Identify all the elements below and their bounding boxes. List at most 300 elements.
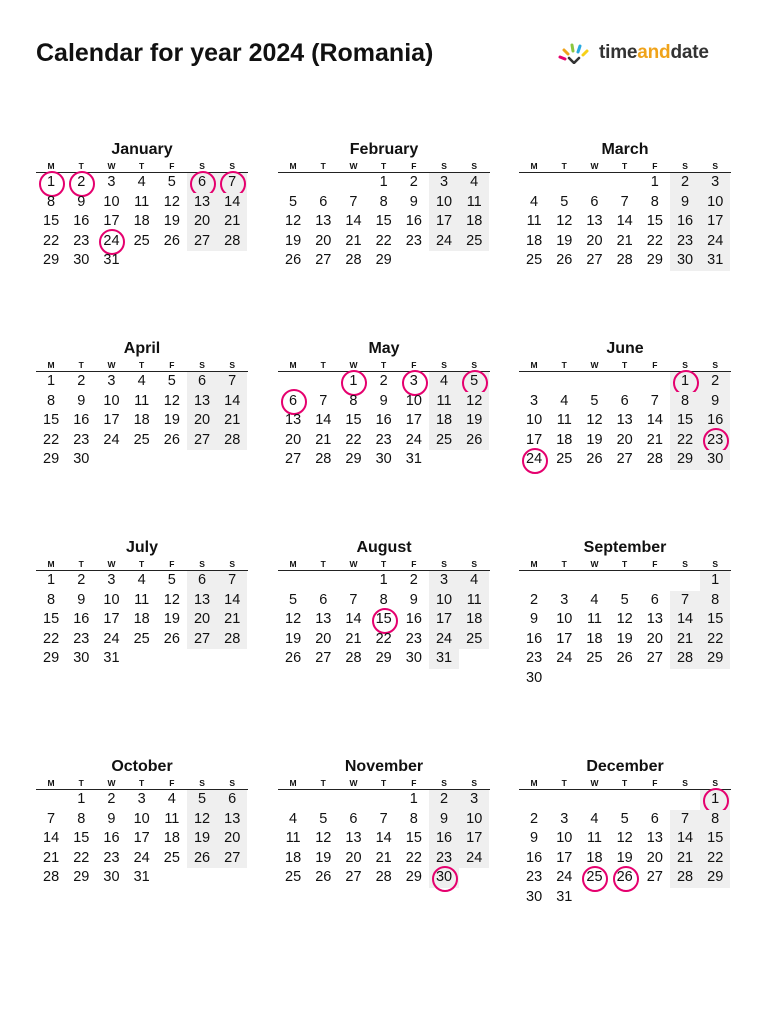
holiday-day-cell	[700, 431, 730, 451]
day-number: 11	[134, 392, 150, 409]
day-number: 28	[345, 252, 362, 268]
day-number: 5	[590, 392, 599, 409]
day-number: 30	[73, 252, 90, 268]
weekend-day-cell	[429, 630, 459, 650]
day-cell	[278, 251, 308, 271]
day-number: 16	[707, 412, 724, 428]
day-number: 6	[590, 193, 599, 210]
day-cell	[369, 232, 399, 252]
day-cell	[96, 372, 126, 392]
day-number: 27	[616, 451, 633, 467]
month-name: March	[601, 141, 649, 158]
weekend-day-cell	[429, 610, 459, 630]
day-cell	[579, 630, 609, 650]
weekend-day-cell	[700, 868, 730, 888]
day-cell	[308, 630, 338, 650]
day-cell	[157, 173, 187, 193]
day-number: 13	[193, 392, 211, 409]
day-number: 8	[409, 810, 418, 827]
day-grid	[36, 372, 248, 470]
day-cell	[579, 232, 609, 252]
day-cell	[278, 411, 308, 431]
day-cell	[96, 571, 126, 591]
day-cell	[338, 868, 368, 888]
day-cell	[399, 232, 429, 252]
day-number: 2	[711, 373, 720, 389]
day-cell	[157, 212, 187, 232]
day-cell	[157, 411, 187, 431]
day-number: 17	[133, 830, 150, 846]
empty-day-cell	[610, 372, 640, 392]
day-number: 24	[707, 232, 724, 249]
day-number: 21	[345, 232, 362, 249]
weekend-day-cell	[429, 212, 459, 232]
month-september	[519, 538, 731, 688]
day-cell	[610, 630, 640, 650]
day-number: 29	[43, 650, 60, 666]
day-number: 16	[526, 630, 543, 647]
day-number: 11	[466, 193, 482, 210]
day-number: 25	[133, 431, 150, 448]
day-cell	[640, 868, 670, 888]
day-cell	[127, 868, 157, 888]
day-number: 27	[193, 431, 211, 448]
day-cell	[127, 610, 157, 630]
empty-day-cell	[579, 790, 609, 810]
day-cell	[519, 810, 549, 830]
day-number: 25	[586, 869, 603, 885]
day-number: 5	[319, 810, 328, 827]
day-cell	[36, 232, 66, 252]
day-cell	[369, 173, 399, 193]
day-number: 18	[586, 849, 603, 866]
day-cell	[519, 849, 549, 869]
day-number: 28	[375, 869, 392, 885]
day-cell	[549, 888, 579, 908]
weekend-day-cell	[459, 212, 489, 232]
day-number: 25	[556, 451, 573, 467]
empty-day-cell	[338, 571, 368, 591]
day-cell	[338, 610, 368, 630]
day-cell	[610, 829, 640, 849]
day-number: 2	[77, 174, 86, 190]
day-number: 7	[650, 392, 659, 409]
day-cell	[278, 610, 308, 630]
day-cell	[278, 810, 308, 830]
day-number: 31	[707, 252, 724, 268]
day-number: 21	[43, 849, 60, 866]
day-number: 19	[616, 630, 633, 647]
day-number: 7	[319, 392, 328, 409]
day-number: 12	[285, 213, 302, 229]
day-cell	[519, 888, 549, 908]
day-number: 10	[103, 392, 120, 409]
weekday-header: T	[78, 161, 84, 171]
weekend-day-cell	[700, 591, 730, 611]
day-cell	[399, 649, 429, 669]
day-cell	[66, 649, 96, 669]
day-number: 27	[646, 869, 663, 885]
day-cell	[157, 392, 187, 412]
timeanddate-logo[interactable]	[556, 41, 709, 65]
day-cell	[36, 649, 66, 669]
month-june	[519, 339, 731, 470]
day-cell	[66, 212, 96, 232]
weekday-header: S	[229, 559, 236, 569]
holiday-day-cell	[96, 232, 126, 252]
day-number: 18	[466, 611, 483, 627]
weekday-header: T	[622, 778, 628, 788]
day-cell	[66, 610, 96, 630]
day-number: 10	[435, 591, 453, 608]
day-number: 15	[43, 611, 60, 627]
day-number: 7	[680, 591, 690, 608]
day-number: 4	[470, 174, 479, 190]
day-cell	[610, 193, 640, 213]
day-cell	[640, 829, 670, 849]
weekday-header: M	[530, 778, 538, 788]
day-cell	[338, 649, 368, 669]
day-number: 5	[167, 174, 176, 190]
day-cell	[549, 450, 579, 470]
day-cell	[640, 810, 670, 830]
weekend-day-cell	[217, 212, 247, 232]
day-cell	[369, 649, 399, 669]
day-cell	[549, 849, 579, 869]
day-cell	[157, 372, 187, 392]
weekday-header: T	[561, 360, 567, 370]
empty-day-cell	[610, 571, 640, 591]
day-number: 24	[103, 232, 120, 249]
weekday-header: T	[139, 161, 145, 171]
day-cell	[278, 212, 308, 232]
day-cell	[157, 571, 187, 591]
holiday-day-cell	[579, 868, 609, 888]
weekday-header: T	[561, 559, 567, 569]
day-number: 17	[405, 412, 422, 428]
month-name: October	[111, 758, 173, 775]
day-cell	[127, 810, 157, 830]
day-number: 25	[586, 650, 603, 666]
day-cell	[519, 392, 549, 412]
day-number: 13	[193, 591, 211, 608]
day-cell	[96, 411, 126, 431]
weekday-header-row	[278, 777, 490, 790]
day-number: 23	[526, 650, 543, 666]
day-number: 13	[586, 213, 603, 229]
day-number: 20	[616, 431, 633, 448]
day-number: 14	[224, 392, 241, 409]
day-number: 27	[193, 232, 211, 249]
day-number: 8	[77, 810, 86, 827]
empty-day-cell	[549, 372, 579, 392]
empty-day-cell	[278, 372, 308, 392]
weekday-header: M	[47, 778, 55, 788]
holiday-day-cell	[217, 173, 247, 193]
day-number: 28	[646, 451, 663, 467]
day-cell	[127, 232, 157, 252]
day-cell	[278, 450, 308, 470]
empty-day-cell	[519, 372, 549, 392]
day-cell	[369, 571, 399, 591]
day-cell	[549, 431, 579, 451]
day-number: 9	[530, 830, 539, 846]
day-number: 12	[163, 591, 180, 608]
day-number: 22	[707, 630, 724, 647]
day-number: 19	[556, 232, 573, 249]
day-number: 4	[137, 174, 146, 190]
weekend-day-cell	[670, 649, 700, 669]
day-number: 15	[73, 830, 90, 846]
weekday-header: T	[622, 559, 628, 569]
weekend-day-cell	[217, 810, 247, 830]
day-number: 2	[680, 174, 690, 190]
day-number: 24	[556, 869, 573, 885]
weekday-header: F	[169, 559, 175, 569]
day-cell	[96, 251, 126, 271]
page-title: Calendar for year 2024 (Romania)	[36, 39, 434, 67]
day-cell	[278, 591, 308, 611]
weekend-day-cell	[187, 810, 217, 830]
day-number: 14	[676, 830, 694, 846]
weekend-day-cell	[217, 849, 247, 869]
day-number: 2	[439, 791, 449, 807]
day-cell	[579, 212, 609, 232]
weekend-day-cell	[217, 372, 247, 392]
month-name: January	[111, 141, 173, 158]
day-cell	[369, 372, 399, 392]
month-march	[519, 140, 731, 271]
day-cell	[36, 868, 66, 888]
holiday-day-cell	[278, 392, 308, 412]
weekend-day-cell	[459, 392, 489, 412]
day-cell	[549, 411, 579, 431]
day-number: 12	[586, 412, 603, 428]
day-number: 6	[650, 810, 659, 827]
day-number: 12	[466, 392, 483, 409]
day-cell	[369, 849, 399, 869]
day-number: 8	[650, 193, 659, 210]
weekend-day-cell	[670, 173, 700, 193]
weekday-header-row	[36, 160, 248, 173]
weekend-day-cell	[187, 571, 217, 591]
day-number: 7	[349, 591, 358, 608]
day-cell	[278, 829, 308, 849]
day-number: 21	[616, 232, 633, 249]
day-number: 10	[103, 591, 120, 608]
weekend-day-cell	[459, 431, 489, 451]
day-cell	[308, 193, 338, 213]
empty-day-cell	[308, 173, 338, 193]
day-number: 20	[193, 412, 211, 428]
weekday-header: T	[78, 778, 84, 788]
day-number: 6	[228, 791, 237, 807]
weekday-header: S	[199, 559, 205, 569]
day-number: 28	[224, 232, 241, 249]
day-number: 26	[556, 252, 573, 268]
empty-day-cell	[278, 790, 308, 810]
weekday-header: M	[530, 559, 538, 569]
weekday-header: S	[441, 559, 447, 569]
day-cell	[519, 212, 549, 232]
day-cell	[338, 392, 368, 412]
weekday-header: M	[530, 161, 538, 171]
day-number: 11	[586, 611, 602, 627]
empty-day-cell	[549, 173, 579, 193]
day-number: 3	[530, 392, 539, 409]
day-cell	[338, 810, 368, 830]
empty-day-cell	[278, 571, 308, 591]
day-number: 13	[224, 810, 241, 827]
day-number: 11	[526, 213, 542, 229]
weekday-header-row	[36, 777, 248, 790]
day-number: 12	[163, 193, 180, 210]
day-number: 14	[375, 830, 392, 846]
day-cell	[610, 392, 640, 412]
weekday-header: T	[78, 559, 84, 569]
day-number: 7	[228, 373, 237, 389]
day-number: 19	[193, 830, 211, 846]
weekend-day-cell	[700, 372, 730, 392]
weekend-day-cell	[429, 372, 459, 392]
day-cell	[399, 411, 429, 431]
day-cell	[338, 251, 368, 271]
day-number: 19	[466, 412, 483, 428]
weekend-day-cell	[670, 392, 700, 412]
day-grid	[36, 571, 248, 669]
day-number: 6	[197, 373, 207, 389]
weekend-day-cell	[670, 829, 700, 849]
day-number: 12	[163, 392, 180, 409]
day-number: 24	[435, 630, 453, 647]
weekend-day-cell	[429, 431, 459, 451]
day-number: 27	[315, 650, 332, 666]
day-number: 13	[345, 830, 362, 846]
day-number: 3	[107, 373, 116, 389]
weekend-day-cell	[459, 790, 489, 810]
day-cell	[96, 173, 126, 193]
day-number: 30	[73, 451, 90, 467]
day-cell	[278, 193, 308, 213]
weekday-header: W	[349, 559, 358, 569]
day-grid	[278, 790, 490, 888]
weekend-day-cell	[187, 630, 217, 650]
weekend-day-cell	[429, 849, 459, 869]
day-cell	[549, 810, 579, 830]
day-number: 23	[73, 431, 90, 448]
day-number: 20	[193, 611, 211, 627]
day-cell	[519, 829, 549, 849]
month-name: November	[344, 758, 424, 775]
day-number: 1	[711, 572, 720, 588]
weekday-header: F	[652, 559, 658, 569]
weekday-header: M	[289, 559, 297, 569]
day-number: 27	[315, 252, 332, 268]
day-grid	[519, 173, 731, 271]
day-cell	[579, 431, 609, 451]
day-number: 22	[73, 849, 90, 866]
day-cell	[640, 610, 670, 630]
day-number: 14	[224, 591, 241, 608]
day-cell	[640, 232, 670, 252]
day-number: 6	[289, 392, 298, 409]
day-cell	[369, 392, 399, 412]
day-number: 16	[73, 213, 90, 229]
weekend-day-cell	[700, 810, 730, 830]
day-cell	[157, 232, 187, 252]
day-cell	[36, 251, 66, 271]
day-cell	[338, 411, 368, 431]
day-number: 20	[646, 630, 663, 647]
day-number: 10	[556, 830, 573, 846]
weekday-header: S	[199, 778, 205, 788]
day-number: 22	[676, 431, 694, 448]
day-cell	[127, 849, 157, 869]
day-number: 3	[439, 572, 449, 588]
weekend-day-cell	[700, 610, 730, 630]
day-number: 8	[680, 392, 690, 409]
day-number: 5	[167, 572, 176, 588]
weekday-header: W	[107, 161, 116, 171]
weekend-day-cell	[670, 431, 700, 451]
month-february	[278, 140, 490, 271]
day-cell	[549, 649, 579, 669]
day-cell	[640, 591, 670, 611]
day-number: 8	[379, 193, 388, 210]
day-cell	[96, 212, 126, 232]
day-number: 17	[556, 849, 573, 866]
day-number: 22	[707, 849, 724, 866]
day-number: 11	[436, 392, 452, 409]
day-number: 21	[646, 431, 663, 448]
day-number: 25	[466, 630, 483, 647]
day-number: 26	[616, 650, 633, 666]
day-number: 11	[285, 830, 301, 846]
day-number: 9	[77, 591, 86, 608]
day-number: 20	[285, 431, 302, 448]
day-cell	[519, 649, 549, 669]
day-number: 14	[43, 830, 60, 846]
day-number: 8	[711, 810, 720, 827]
day-number: 4	[439, 373, 449, 389]
month-name: April	[123, 340, 161, 357]
day-cell	[36, 829, 66, 849]
weekend-day-cell	[670, 193, 700, 213]
day-number: 26	[163, 630, 180, 647]
day-cell	[66, 630, 96, 650]
day-cell	[549, 232, 579, 252]
day-cell	[308, 392, 338, 412]
day-number: 1	[680, 373, 690, 389]
empty-day-cell	[308, 372, 338, 392]
weekday-header: S	[229, 360, 236, 370]
month-july	[36, 538, 248, 669]
day-cell	[278, 232, 308, 252]
weekday-header: S	[682, 559, 688, 569]
day-number: 20	[586, 232, 603, 249]
day-cell	[127, 392, 157, 412]
weekend-day-cell	[187, 790, 217, 810]
day-number: 8	[47, 193, 56, 210]
weekday-header: W	[349, 778, 358, 788]
day-number: 17	[707, 213, 724, 229]
weekday-header: T	[139, 778, 145, 788]
holiday-day-cell	[670, 372, 700, 392]
day-number: 20	[646, 849, 663, 866]
holiday-day-cell	[399, 372, 429, 392]
day-number: 28	[345, 650, 362, 666]
day-number: 30	[526, 669, 543, 686]
